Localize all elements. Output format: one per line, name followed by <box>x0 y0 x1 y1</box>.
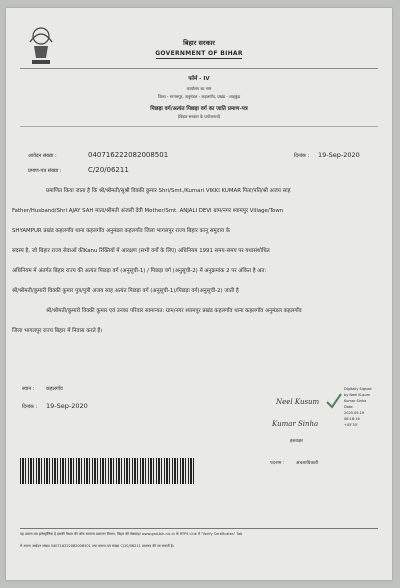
body-line-1: प्रमाणित किया जाता है कि श्री/श्रीमती/सुश्री विक्की कुमार Shri/Smt./Kumari VIKKI KUMAR पिता/पति/श्री अजय साह <box>46 188 291 194</box>
signer-name: Neel Kusum <box>276 398 320 406</box>
certificate-title: पिछड़ा वर्ग/अत्यंत पिछड़ा वर्ग का जाति प्रमाण-पत्र <box>150 106 248 112</box>
digital-date-value: 2020.09.19 <box>344 411 365 415</box>
digital-signed-line: Digitally Signed <box>344 387 372 391</box>
address-line: जिला - भागलपुर, अनुमंडल - कहलगाँव, प्रखंड - शाहकुंड <box>157 94 241 99</box>
header-underline <box>156 58 242 59</box>
signature-check-icon <box>324 390 344 412</box>
form-number: फॉर्म - IV <box>188 76 210 82</box>
body-line-6: श्री/श्रीमती/कुमारी विक्की कुमार पुत्र/पुत्री अजय साह अत्यंत पिछड़ा वर्ग (अनुसूची-1)/पिछड़ा वर्ग(अनुसूची-2) जाती है <box>12 288 239 294</box>
application-number: 040716222082008501 <box>88 151 169 159</box>
place-label: स्थान : <box>22 386 35 392</box>
date-label: दिनांक : <box>294 153 310 159</box>
certificate-number-label: प्रमाण-पत्र संख्या : <box>28 168 62 174</box>
application-label: आवेदन संख्या : <box>28 153 57 159</box>
certificate-number: C/20/06211 <box>88 166 129 174</box>
government-hindi: बिहार सरकार <box>183 39 215 47</box>
office-line: कार्यालय का नाम <box>186 86 212 91</box>
digital-date-label: Date: <box>344 405 354 409</box>
barcode <box>20 458 196 484</box>
footer-divider <box>20 528 378 529</box>
designation-value: अंचलाधिकारी <box>296 461 319 466</box>
designation-label: पदनाम : <box>270 461 285 466</box>
digital-signature-block <box>344 386 372 428</box>
body-line-5: अधिनियम में अंतर्गत बिहार राज्य की अत्यंत पिछड़ा वर्ग (अनुसूची-1) / पिछड़ा वर्ग (अनुसूची-2) में अनुक्रमांक 2 पर अंकित है अत: <box>12 268 267 274</box>
date-value: 19-Sep-2020 <box>318 151 360 159</box>
title-divider <box>20 126 378 127</box>
signer-name-alt: Kumar Sinha <box>272 420 319 428</box>
certificate-page <box>6 8 392 580</box>
sign-label: हस्ताक्षर <box>290 439 303 444</box>
digital-time-value: 08:18:16 <box>344 417 360 421</box>
body-line-2: Father/Husband/Shri AJAY SAH माता/श्रीमती अंजली देवी Mother/Smt. ANJALI DEVI ग्राम/नगर श्यामपुर Village/Town <box>12 208 284 214</box>
digital-by-line: by Neel Kusum <box>344 393 371 397</box>
verification-note-1: यह प्रमाण-पत्र इलेक्ट्रॉनिक है इसकी वैधता की जाँच सामान्य प्रशासन विभाग, बिहार की वेबसाइट www.gad.bih.nic.in के RTPS Link में "Verify Certificates" Tab <box>20 532 243 536</box>
body-line-8: जिला भागलपुर राज्य बिहार में निवास करते हैं। <box>12 328 103 334</box>
verification-note-2: में अपना आवेदन संख्या 040716222082008501 तथा प्रमाण-पत्र संख्या C/20/06211 डालकर की जा सकती है। <box>20 544 174 548</box>
digital-zone-value: +05'30' <box>344 423 358 427</box>
digital-name-line: Kumar Sinha <box>344 399 367 403</box>
body-line-3: SHYAMPUR प्रखंड कहलगाँव थाना कहलगाँव अनुमंडल कहलगाँव जिला भागलपुर राज्य बिहार कानू समुदाय के <box>12 228 230 234</box>
header-divider <box>20 68 378 69</box>
body-line-4: सदस्य है, जो बिहार राज्य सेवाओं कीKanu रिक्तियों में आरक्षण (सभी वर्गों के लिए) अधिनियम 1991 समय-समय पर यथासंशोधित <box>12 248 270 254</box>
government-english: GOVERNMENT OF BIHAR <box>155 50 243 57</box>
issue-date-label: दिनांक : <box>22 404 38 410</box>
body-line-7: श्री/श्रीमती/कुमारी विक्की कुमार एवं उनका परिवार सामान्यत: ग्राम/नगर श्यामपुर प्रखंड कहलगाँव थाना कहलगाँव अनुमंडल कहलगाँव <box>46 308 302 314</box>
place-value: कहलगाँव <box>46 386 63 392</box>
issue-date-value: 19-Sep-2020 <box>46 402 88 410</box>
certificate-subtitle: (बिहार सरकार के प्रयोजनार्थ) <box>177 114 221 119</box>
